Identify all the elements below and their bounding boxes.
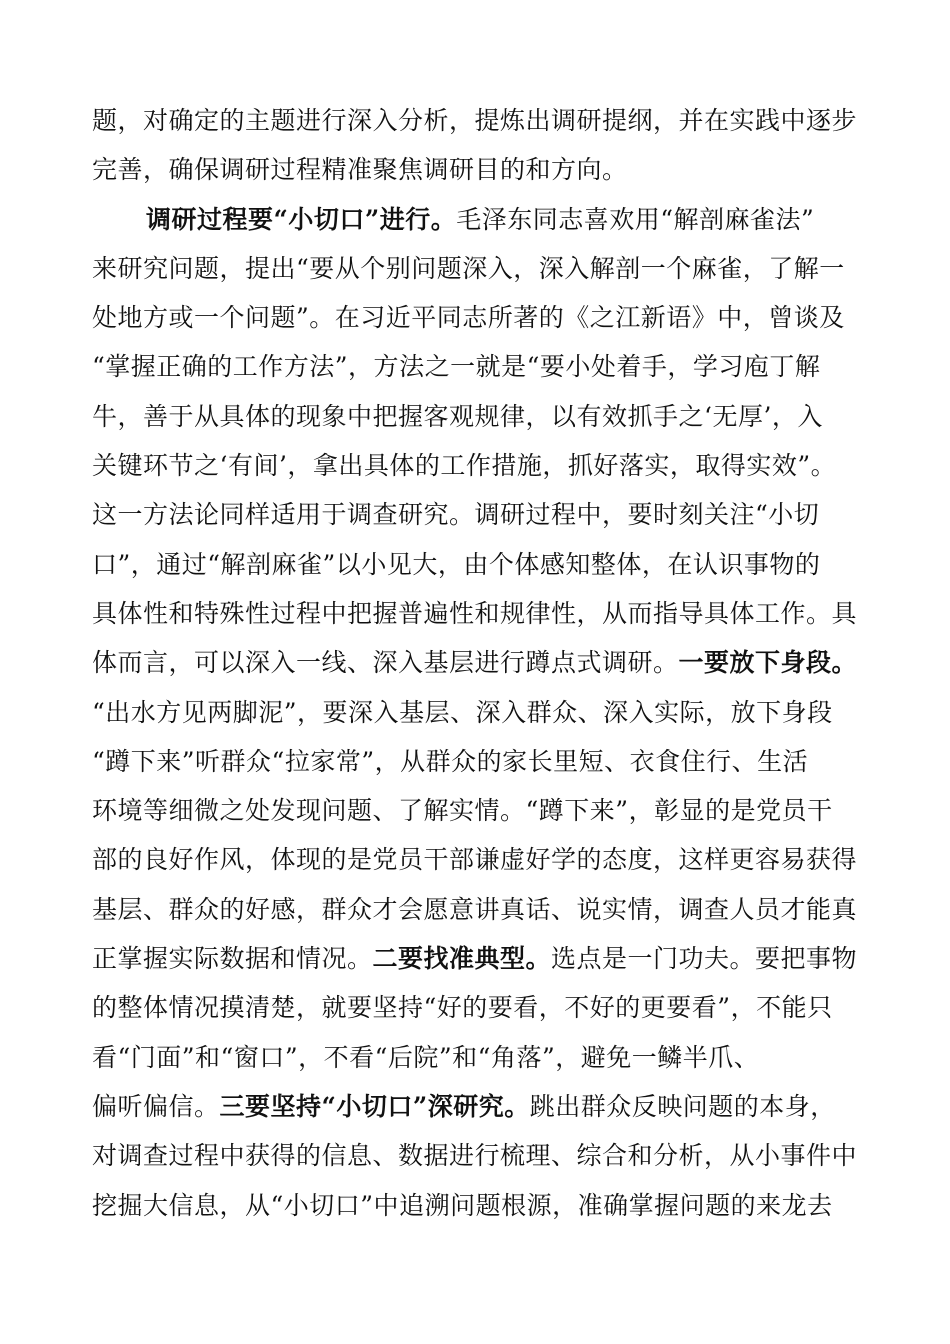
text-line (92, 934, 862, 983)
text-line (92, 540, 862, 589)
text-run: 这一方法论同样适用于调查研究。调研过程中，要时刻关注“小切 (92, 500, 820, 530)
paragraph-heading-line (92, 195, 862, 244)
text-line (92, 1082, 862, 1131)
text-run: 看“门面”和“窗口”，不看“后院”和“角落”，避免一鳞半爪、 (92, 1042, 760, 1072)
text-line (92, 342, 862, 391)
text-line (92, 786, 862, 835)
text-run: “掌握正确的工作方法”，方法之一就是“要小处着手，学习庖丁解 (92, 352, 821, 382)
text-line (92, 1033, 862, 1082)
text-run: 挖掘大信息，从“小切口”中追溯问题根源，准确掌握问题的来龙去 (92, 1190, 833, 1220)
text-run: 基层、群众的好感，群众才会愿意讲真话、说实情，调查人员才能真 (92, 894, 858, 924)
text-run: 偏听偏信。 (92, 1091, 220, 1121)
bold-point-two: 二要找准典型。 (372, 944, 552, 974)
text-line (92, 1181, 862, 1230)
text-line (92, 244, 862, 293)
text-run: 跳出群众反映问题的本身， (529, 1091, 836, 1121)
text-line (92, 490, 862, 539)
text-line (92, 835, 862, 884)
bold-point-one: 一要放下身段。 (678, 648, 858, 678)
text-run: 处地方或一个问题”。在习近平同志所著的《之江新语》中，曾谈及 (92, 303, 845, 333)
text-run: 口”，通过“解剖麻雀”以小见大，由个体感知整体，在认识事物的 (92, 549, 821, 579)
text-run: 具体性和特殊性过程中把握普遍性和规律性，从而指导具体工作。具 (92, 598, 858, 628)
text-run: 的整体情况摸清楚，就要坚持“好的要看，不好的更要看”，不能只 (92, 993, 833, 1023)
text-run: 牛，善于从具体的现象中把握客观规律，以有效抓手之‘无厚’，入 (92, 401, 823, 431)
text-run: 正掌握实际数据和情况。 (92, 944, 373, 974)
text-run: 题，对确定的主题进行深入分析，提炼出调研提纲，并在实践中逐步 (92, 106, 858, 135)
bold-point-three: 三要坚持“小切口”深研究。 (219, 1091, 530, 1121)
text-run: 选点是一门功夫。要把事物 (551, 944, 858, 974)
text-line (92, 1131, 862, 1180)
text-run: “出水方见两脚泥”，要深入基层、深入群众、深入实际，放下身段 (92, 697, 833, 727)
paragraph-heading: 调研过程要“小切口”进行。 (146, 204, 457, 234)
text-line (92, 983, 862, 1032)
text-line (92, 737, 862, 786)
text-run: 部的良好作风，体现的是党员干部谦虚好学的态度，这样更容易获得 (92, 845, 858, 875)
text-line (92, 885, 862, 934)
text-line (92, 145, 862, 194)
text-line (92, 688, 862, 737)
text-run: 体而言，可以深入一线、深入基层进行蹲点式调研。 (92, 648, 679, 678)
document-page (92, 96, 862, 1230)
text-line (92, 392, 862, 441)
text-run: “蹲下来”听群众“拉家常”，从群众的家长里短、衣食住行、生活 (92, 746, 809, 776)
text-line (92, 589, 862, 638)
text-line (92, 638, 862, 687)
text-run: 完善，确保调研过程精准聚焦调研目的和方向。 (92, 155, 628, 185)
text-run: 来研究问题，提出“要从个别问题深入，深入解剖一个麻雀，了解一 (92, 253, 845, 283)
text-line (92, 293, 862, 342)
text-run: 对调查过程中获得的信息、数据进行梳理、综合和分析，从小事件中 (92, 1141, 858, 1171)
text-run: 关键环节之‘有间’，拿出具体的工作措施，抓好落实，取得实效”。 (92, 451, 837, 481)
text-line (92, 96, 862, 145)
text-line (92, 441, 862, 490)
text-run: 毛泽东同志喜欢用“解剖麻雀法” (456, 204, 815, 234)
text-run: 环境等细微之处发现问题、了解实情。“蹲下来”，彰显的是党员干 (92, 796, 833, 826)
